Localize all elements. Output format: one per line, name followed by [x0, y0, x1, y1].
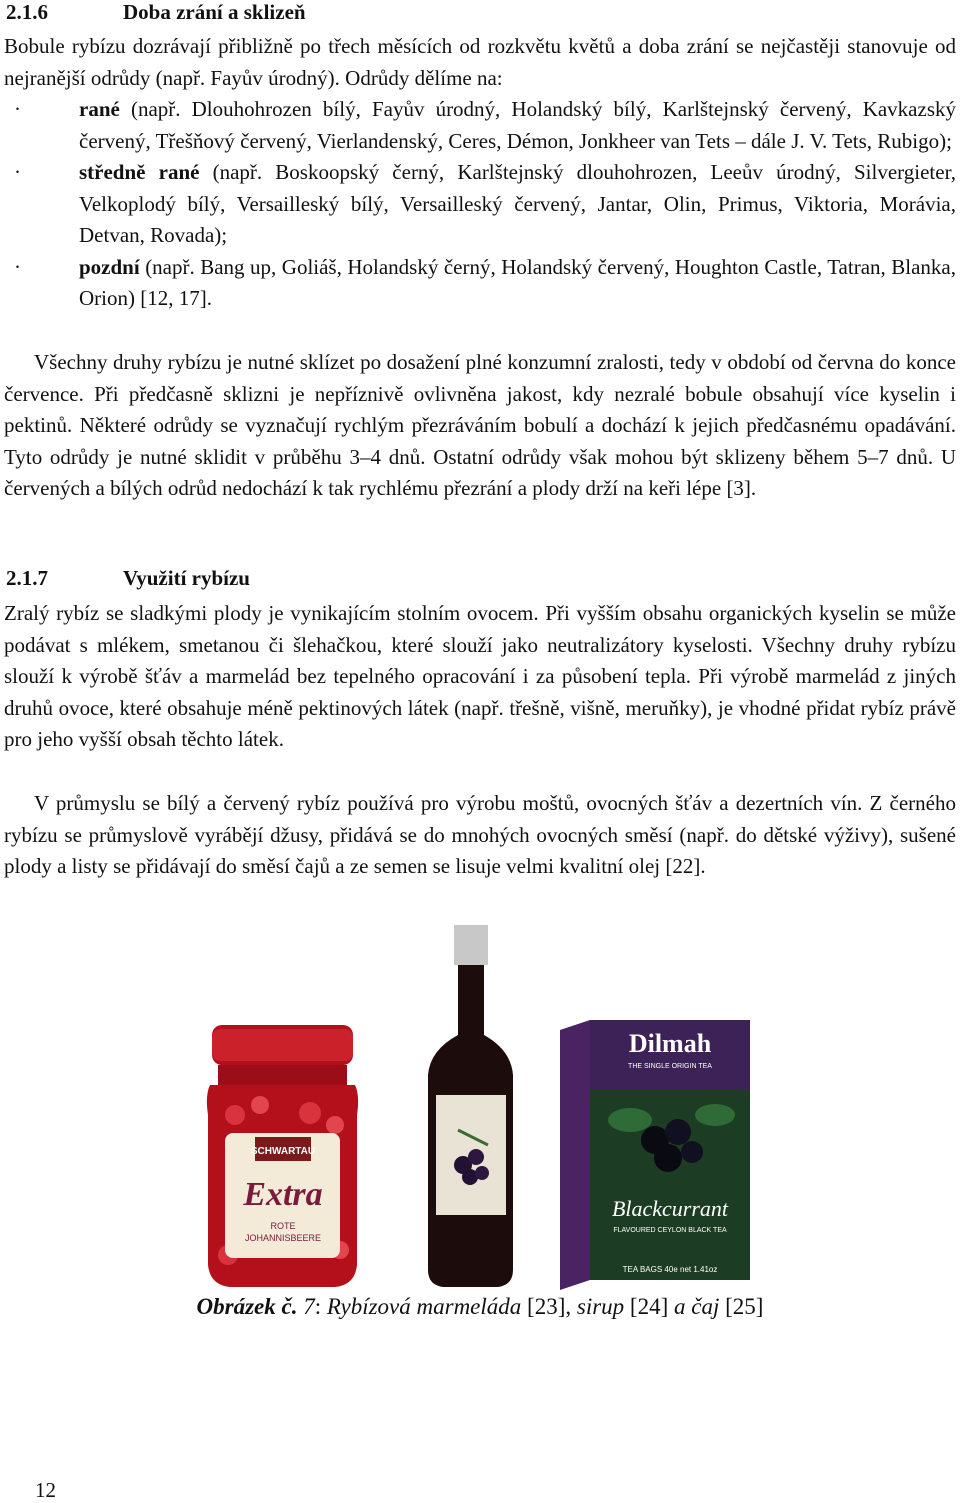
usage-paragraph: Zralý rybíz se sladkými plody je vynikajícím stolním ovocem. Při vyšším obsahu organických kyselin se může podávat s mlékem, smetanou či šlehačkou, které slouží jako neutralizátory kyselosti. Všechny druhy rybízu slouží k výrobě šťáv a marmelád bez tepelného opracování i za působení tepla. Při výrobě marmelád z jiných druhů ovoce, které obsahuje méně pektinových látek (např. třešně, višně, meruňky), je vhodné přidat rybíz právě pro jeho vyšší obsah těchto látek. [4, 601, 956, 751]
bullet-dot: · [14, 160, 21, 184]
syrup-bottle-image [418, 925, 523, 1290]
caption-colon: : [314, 1294, 322, 1319]
tea-bags: TEA BAGS 40e net 1.41oz [622, 1265, 718, 1274]
tea-tagline: THE SINGLE ORIGIN TEA [628, 1063, 712, 1070]
caption-ref1: [23], [521, 1294, 577, 1319]
jam-jar-image [200, 1025, 365, 1295]
bullet-dot: · [14, 97, 21, 121]
list-term: středně rané [79, 160, 200, 184]
intro-paragraph: Bobule rybízu dozrávají přibližně po třech měsících od rozkvětu květů a doba zrání se nejčastěji stanovuje od nejranější odrůdy (např. Fayův úrodný). Odrůdy dělíme na: [4, 34, 956, 90]
list-item [4, 252, 956, 315]
caption-part3: a čaj [674, 1294, 720, 1319]
product-figure [190, 925, 770, 1290]
caption-ref2: [24] [624, 1294, 674, 1319]
industry-paragraph: V průmyslu se bílý a červený rybíz používá pro výrobu moštů, ovocných šťáv a dezertních vín. Z černého rybízu se průmyslově vyrábějí džusy, přidává se do mnohých ovocných směsí (např. do dětské výživy), sušené plody a listy se přidávají do směsí čajů a ze semen se lisuje velmi kvalitní olej [22]. [4, 791, 956, 878]
caption-label: Obrázek č. [196, 1294, 298, 1319]
jam-label: Extra [243, 1176, 323, 1213]
section-number: 2.1.6 [6, 0, 48, 24]
jam-sub2: JOHANNISBEERE [244, 1233, 322, 1243]
list-term: pozdní [79, 254, 140, 279]
variety-list [4, 94, 956, 315]
jam-brand: SCHWARTAU [250, 1146, 316, 1157]
harvest-paragraph: Všechny druhy rybízu je nutné sklízet po dosažení plné konzumní zralosti, tedy v období od června do konce července. Při předčasně sklizni je nepříznivě ovlivněna jakost, kdy nezralé bobule obsahují více kyselin i pektinů. Některé odrůdy se vyznačují rychlým přezráváním bobulí a dochází k jejich předčasnému opadávání. Tyto odrůdy je nutné sklidit v průběhu 3–4 dnů. Ostatní odrůdy však mohou být sklizeny během 5–7 dnů. U červených a bílých odrůd nedochází k tak rychlému přezrání a plody drží na keři lépe [3]. [4, 350, 956, 500]
tea-desc: FLAVOURED CEYLON BLACK TEA [613, 1227, 727, 1234]
list-term: rané [79, 97, 120, 121]
list-text: (např. Dlouhohrozen bílý, Fayův úrodný, Holandský bílý, Karlštejnský červený, Kavkazský červený, Třešňový červený, Vierlandenský, Ceres, Démon, Jonkheer van Tets – dále J. V. Tets, Rubigo); [79, 97, 956, 153]
section-title: Využití rybízu [123, 566, 250, 590]
caption-part1: Rybízová marmeláda [321, 1294, 522, 1319]
caption-number: 7 [297, 1294, 315, 1319]
list-text: (např. Bang up, Goliáš, Holandský černý, Holandský červený, Houghton Castle, Tatran, Blanka, Orion) [12, 17]. [79, 254, 956, 310]
figure-caption [0, 1294, 960, 1320]
section-heading-2-1-7 [6, 566, 250, 590]
section-heading-2-1-6 [6, 0, 306, 24]
tea-flavour: Blackcurrant [611, 1196, 729, 1221]
section-title: Doba zrání a sklizeň [123, 0, 306, 24]
tea-box-image [560, 1020, 750, 1290]
caption-ref3: [25] [719, 1294, 764, 1319]
section-number: 2.1.7 [6, 566, 48, 590]
list-text: (např. Boskoopský černý, Karlštejnský dlouhohrozen, Leeův úrodný, Silvergieter, Velkoplodý bílý, Versailleský bílý, Versailleský červený, Jantar, Olin, Primus, Viktoria, Morávia, Detvan, Rovada); [79, 160, 956, 247]
list-item [4, 94, 956, 157]
bullet-dot: · [14, 254, 21, 279]
list-item [4, 157, 956, 252]
tea-brand: Dilmah [628, 1029, 712, 1058]
page-number: 12 [35, 1478, 56, 1502]
jam-sub1: ROTE [270, 1221, 296, 1231]
caption-part2: sirup [576, 1294, 625, 1319]
